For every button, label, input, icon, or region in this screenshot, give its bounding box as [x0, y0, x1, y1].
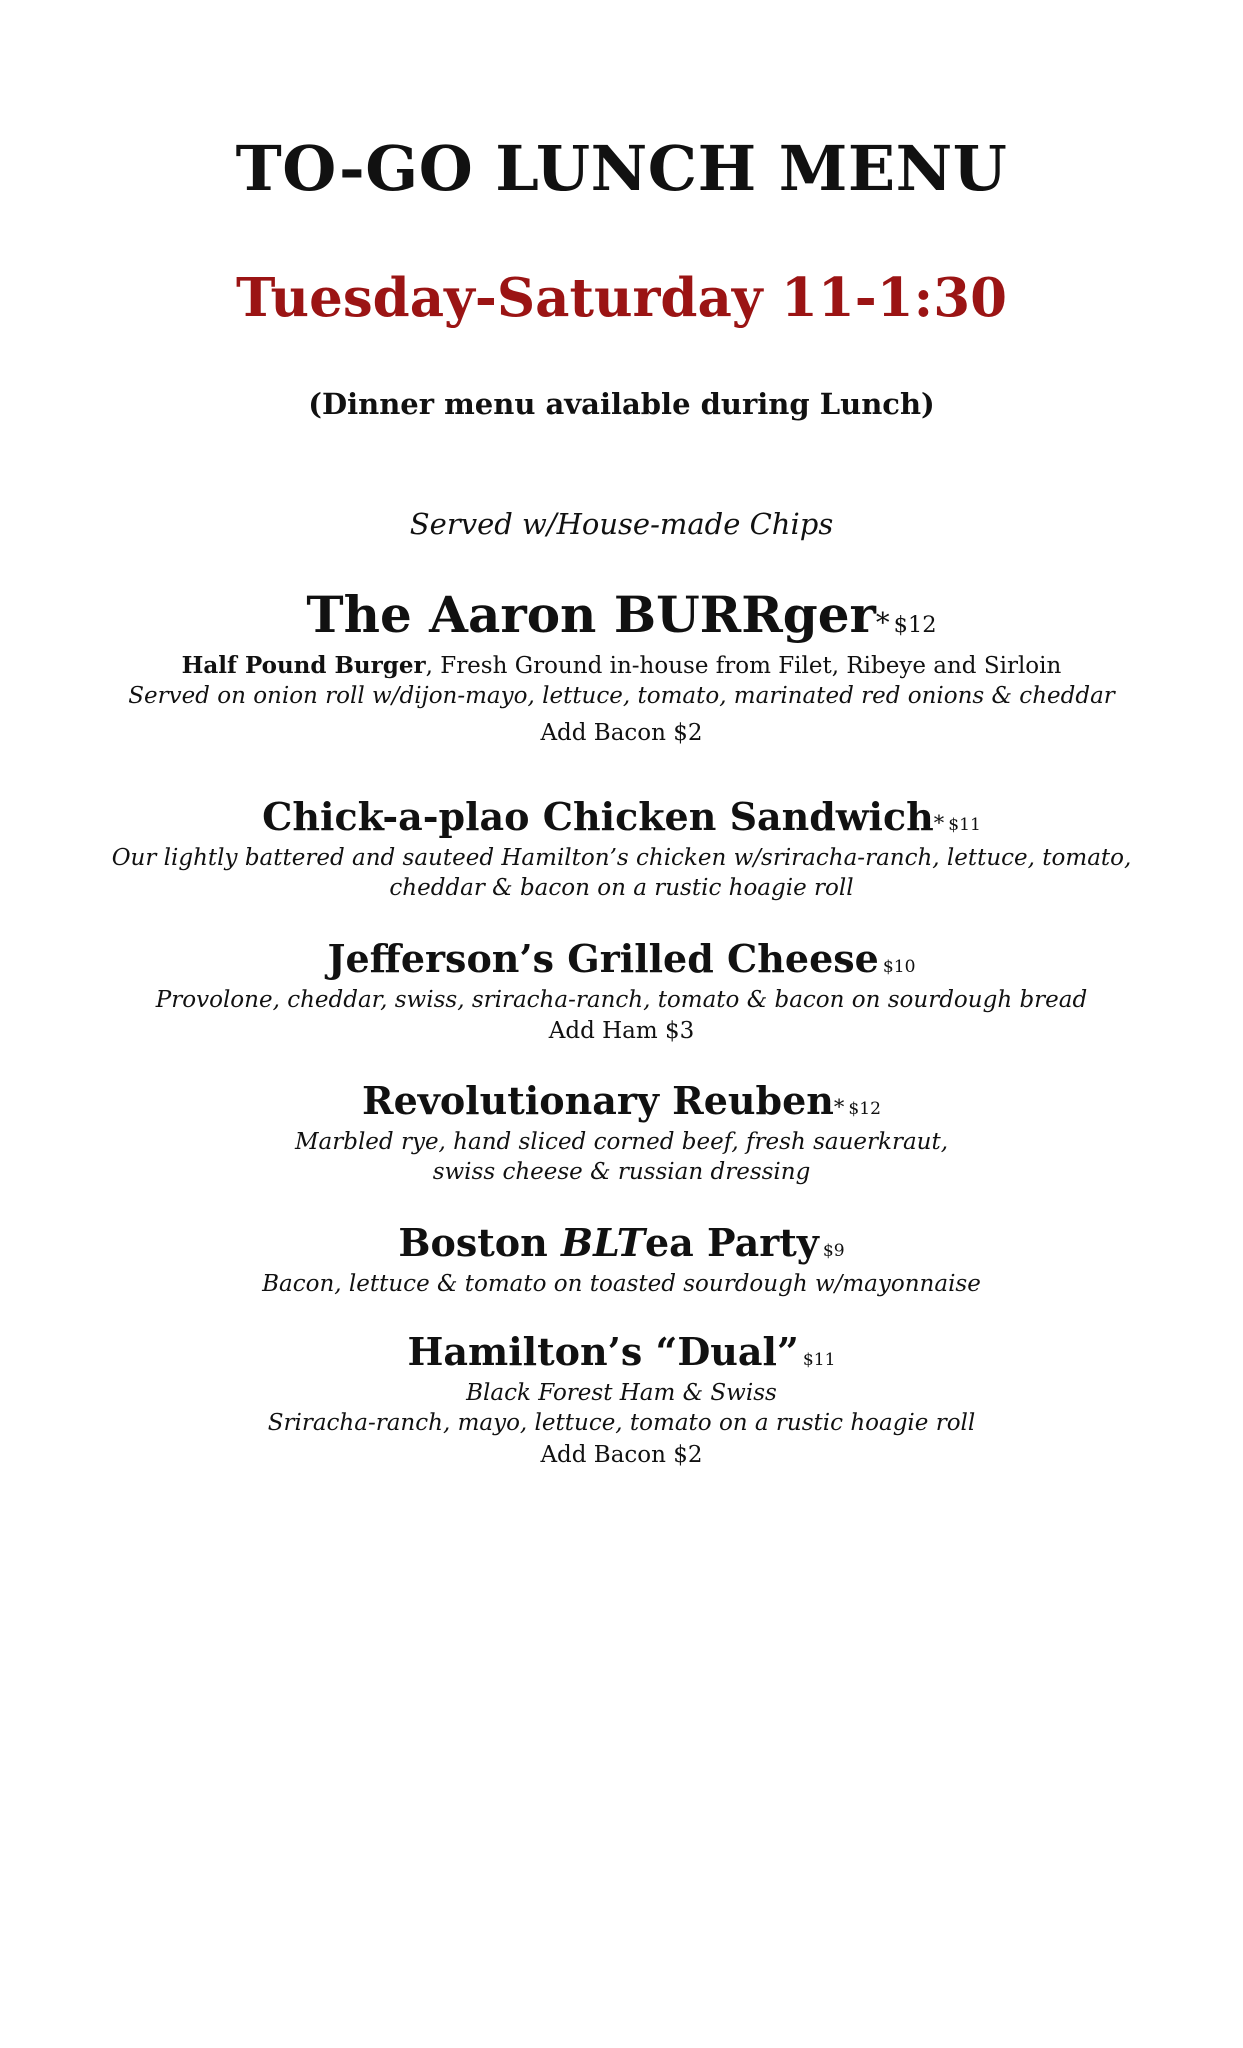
menu-item-dual-desc2: Sriracha-ranch, mayo, lettuce, tomato on a rustic hoagie roll [267, 1410, 976, 1436]
item-price: $10 [882, 957, 916, 977]
item-asterisk: * [833, 1095, 845, 1119]
menu-item-reuben-desc: Marbled rye, hand sliced corned beef, fresh sauerkraut, [294, 1129, 949, 1155]
item-name: Hamilton’s “Dual” [407, 1329, 799, 1374]
item-desc-bold: Half Pound Burger [181, 652, 426, 679]
menu-item-grilled-cheese-addon: Add Ham $3 [548, 1018, 695, 1044]
menu-item-burger-desc [0, 654, 1243, 678]
menu-item-burger-title [0, 585, 1243, 644]
item-price: $11 [948, 815, 981, 835]
dinner-menu-note: (Dinner menu available during Lunch) [308, 387, 935, 421]
menu-item-burger-addon: Add Bacon $2 [540, 720, 703, 746]
item-desc-rest: , Fresh Ground in-house from Filet, Ribeye and Sirloin [425, 653, 1062, 679]
item-price: $11 [802, 1350, 836, 1370]
menu-item-dual-addon: Add Bacon $2 [540, 1442, 703, 1468]
menu-item-blt-desc: Bacon, lettuce & tomato on toasted sourdough w/mayonnaise [262, 1271, 981, 1297]
menu-item-dual-title [0, 1329, 1243, 1374]
item-price: $12 [848, 1099, 881, 1119]
item-name-suffix: ea Party [645, 1220, 819, 1265]
menu-item-grilled-cheese-title [0, 936, 1243, 981]
item-name-prefix: Boston [398, 1220, 561, 1265]
menu-item-dual-desc: Black Forest Ham & Swiss [466, 1380, 777, 1406]
menu-item-burger-desc2: Served on onion roll w/dijon-mayo, lettuce, tomato, marinated red onions & cheddar [128, 683, 1115, 709]
item-asterisk: * [875, 607, 890, 639]
item-asterisk: * [933, 811, 945, 835]
menu-item-reuben-title [0, 1078, 1243, 1123]
item-name: Chick-a-plao Chicken Sandwich [262, 794, 934, 839]
item-name: The Aaron BURRger [306, 585, 876, 644]
item-price: $12 [893, 612, 937, 638]
served-with-note: Served w/House-made Chips [409, 507, 834, 541]
item-name: Revolutionary Reuben [361, 1078, 834, 1123]
item-price: $9 [822, 1241, 845, 1261]
item-name-italic: BLT [560, 1220, 645, 1265]
menu-item-chicken-desc: Our lightly battered and sauteed Hamilton’s chicken w/sriracha-ranch, lettuce, tomato, [111, 845, 1132, 871]
service-hours: Tuesday-Saturday 11-1:30 [235, 267, 1007, 329]
menu-item-reuben-desc2: swiss cheese & russian dressing [432, 1159, 811, 1185]
menu-item-grilled-cheese-desc: Provolone, cheddar, swiss, sriracha-ranch, tomato & bacon on sourdough bread [155, 987, 1088, 1013]
menu-item-chicken-title [0, 794, 1243, 839]
menu-title: TO-GO LUNCH MENU [235, 132, 1008, 205]
menu-item-chicken-desc2: cheddar & bacon on a rustic hoagie roll [389, 875, 854, 901]
item-name: Jefferson’s Grilled Cheese [327, 936, 879, 981]
menu-item-blt-title [0, 1220, 1243, 1265]
